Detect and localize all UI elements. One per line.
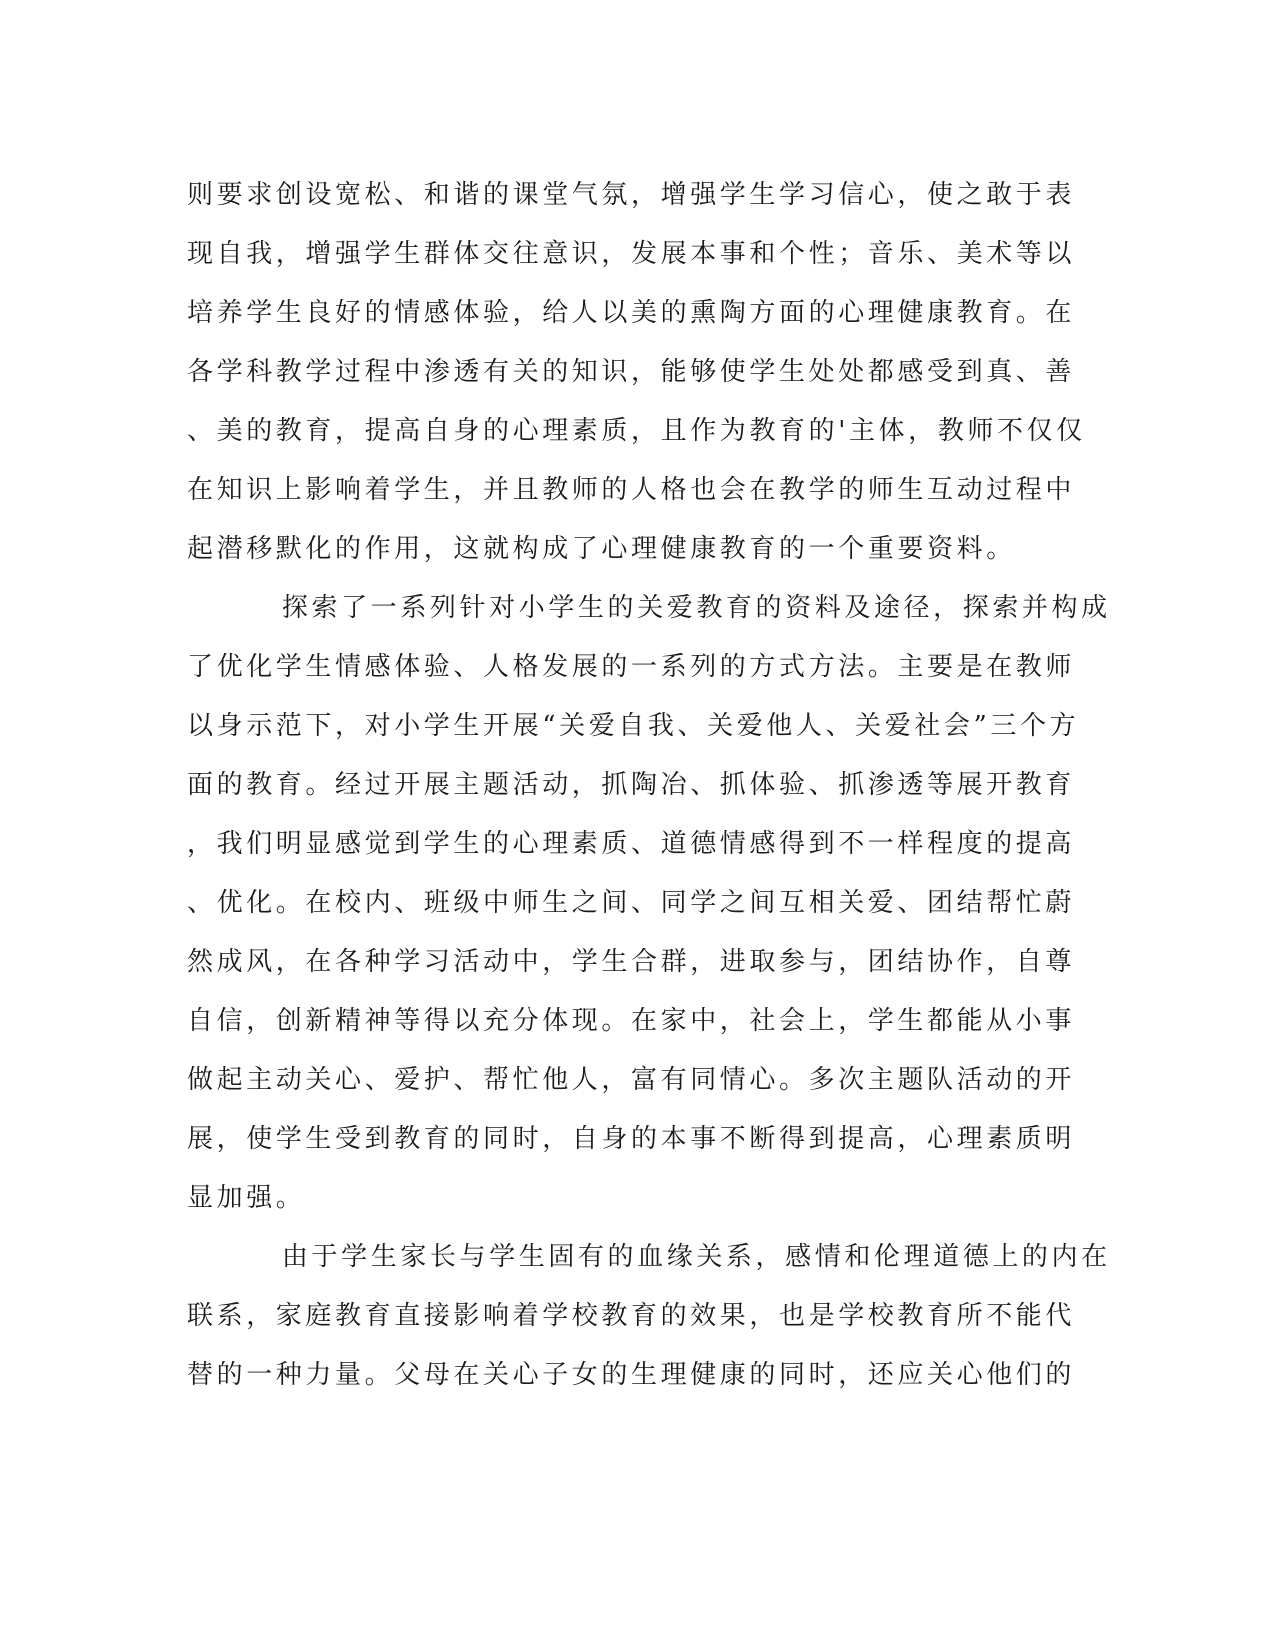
text-line: ，我们明显感觉到学生的心理素质、道德情感得到不一样程度的提高 [187, 829, 1076, 859]
text-line: 然成风，在各种学习活动中，学生合群，进取参与，团结协作，自尊 [187, 947, 1076, 977]
paragraph-3 [187, 1228, 1111, 1405]
text-line: 探索了一系列针对小学生的关爱教育的资料及途径，探索并构成 [187, 593, 1111, 623]
text-line: 做起主动关心、爱护、帮忙他人，富有同情心。多次主题队活动的开 [187, 1065, 1076, 1095]
paragraph-2 [187, 579, 1111, 1228]
text-line: 面的教育。经过开展主题活动，抓陶冶、抓体验、抓渗透等展开教育 [187, 770, 1076, 800]
paragraph-1 [187, 166, 1086, 579]
text-line: 替的一种力量。父母在关心子女的生理健康的同时，还应关心他们的 [187, 1360, 1076, 1390]
text-line: 各学科教学过程中渗透有关的知识，能够使学生处处都感受到真、善 [187, 357, 1076, 387]
text-line: 则要求创设宽松、和谐的课堂气氛，增强学生学习信心，使之敢于表 [187, 180, 1076, 210]
text-line: 了优化学生情感体验、人格发展的一系列的方式方法。主要是在教师 [187, 652, 1076, 682]
text-line: 现自我，增强学生群体交往意识，发展本事和个性；音乐、美术等以 [187, 239, 1076, 269]
text-line: 培养学生良好的情感体验，给人以美的熏陶方面的心理健康教育。在 [187, 298, 1076, 328]
text-line: 、优化。在校内、班级中师生之间、同学之间互相关爱、团结帮忙蔚 [187, 888, 1076, 918]
text-line: 显加强。 [187, 1183, 306, 1213]
text-line: 以身示范下，对小学生开展“关爱自我、关爱他人、关爱社会”三个方 [187, 711, 1080, 741]
text-line: 、美的教育，提高自身的心理素质，且作为教育的'主体，教师不仅仅 [187, 416, 1086, 446]
text-line: 自信，创新精神等得以充分体现。在家中，社会上，学生都能从小事 [187, 1006, 1076, 1036]
body-text [187, 166, 1111, 1405]
text-line: 起潜移默化的作用，这就构成了心理健康教育的一个重要资料。 [187, 534, 1016, 564]
text-line: 由于学生家长与学生固有的血缘关系，感情和伦理道德上的内在 [187, 1242, 1111, 1272]
text-line: 展，使学生受到教育的同时，自身的本事不断得到提高，心理素质明 [187, 1124, 1076, 1154]
text-line: 在知识上影响着学生，并且教师的人格也会在教学的师生互动过程中 [187, 475, 1076, 505]
text-line: 联系，家庭教育直接影响着学校教育的效果，也是学校教育所不能代 [187, 1301, 1076, 1331]
